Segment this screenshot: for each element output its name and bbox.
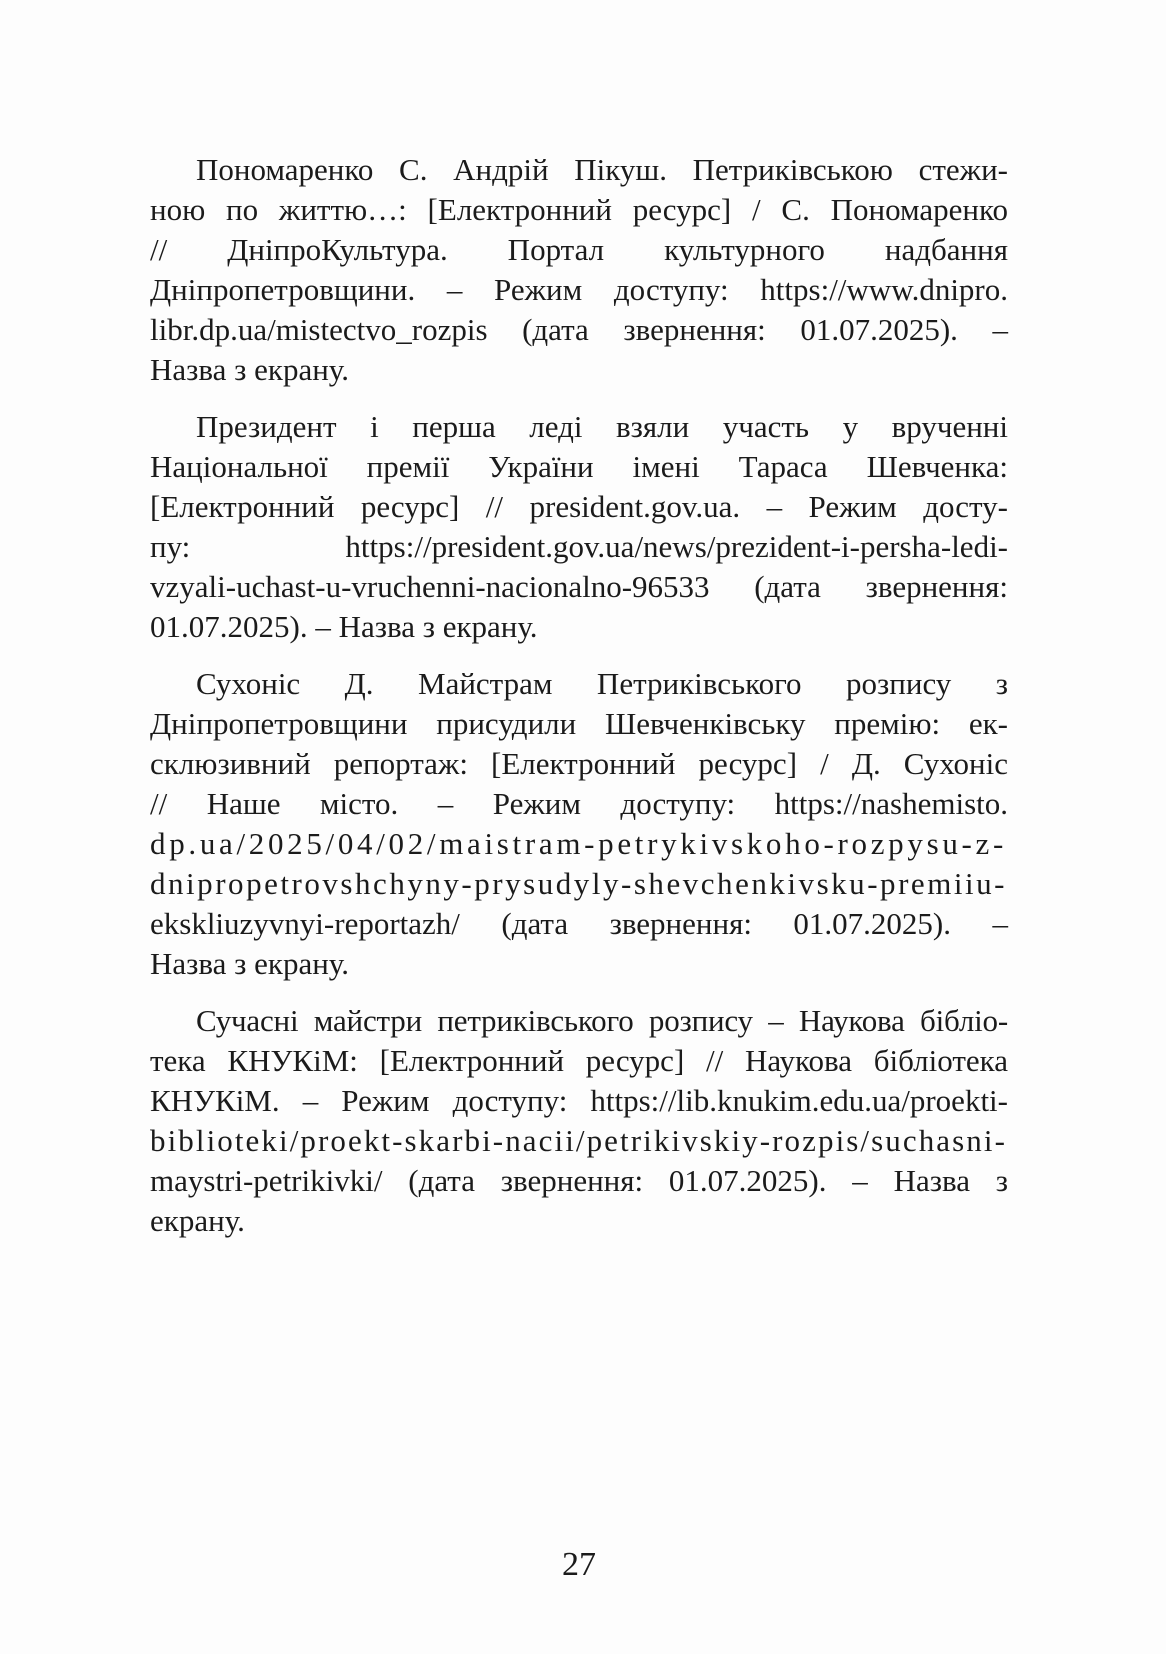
bibliography-entry-line: Сучасні майстри петриківського розпису – Наукова бібліо- [196, 1003, 1008, 1038]
bibliography-entry-line: 01.07.2025). – Назва з екрану. [150, 609, 538, 644]
bibliography-entry-line: maystri-petrikivki/ (дата звернення: 01.07.2025). – Назва з [150, 1163, 1008, 1198]
bibliography-entry-line: dnipropetrovshchyny-prysudyly-shevchenkivsku-premiiu- [150, 866, 1007, 901]
bibliography-entry [150, 150, 1008, 390]
bibliography-entry-line: Національної премії України імені Тараса Шевченка: [150, 449, 1008, 484]
bibliography-entry-line: Назва з екрану. [150, 946, 349, 981]
bibliography-entry [150, 407, 1008, 647]
bibliography-entry-line: пу: https://president.gov.ua/news/prezident-i-persha-ledi- [150, 529, 1008, 564]
bibliography-entry-line: КНУКіМ. – Режим доступу: https://lib.knukim.edu.ua/proekti- [150, 1083, 1008, 1118]
bibliography-entry-line: Дніпропетровщини присудили Шевченківську премію: ек- [150, 706, 1008, 741]
bibliography-entry-line: тека КНУКіМ: [Електронний ресурс] // Наукова бібліотека [150, 1043, 1008, 1078]
bibliography-entry-line: Сухоніс Д. Майстрам Петриківського розпису з [196, 666, 1008, 701]
bibliography-entry-line: екрану. [150, 1203, 245, 1238]
bibliography-entry-line: biblioteki/proekt-skarbi-nacii/petrikivskiy-rozpis/suchasni- [150, 1123, 1007, 1158]
bibliography-entry-line: Президент і перша леді взяли участь у врученні [196, 409, 1008, 444]
bibliography-entry-line: Пономаренко С. Андрій Пікуш. Петриківською стежи- [196, 152, 1008, 187]
bibliography-entry [150, 1001, 1008, 1241]
bibliography-entry-line: ною по життю…: [Електронний ресурс] / С. Пономаренко [150, 192, 1008, 227]
bibliography-entry-line: склюзивний репортаж: [Електронний ресурс] / Д. Сухоніс [150, 746, 1008, 781]
bibliography-entry-line: // ДніпроКультура. Портал культурного надбання [150, 232, 1008, 267]
bibliography-entry-line: ekskliuzyvnyi-reportazh/ (дата звернення: 01.07.2025). – [150, 906, 1008, 941]
bibliography-entry-line: vzyali-uchast-u-vruchenni-nacionalno-96533 (дата звернення: [150, 569, 1008, 604]
bibliography-entry-line: dp.ua/2025/04/02/maistram-petrykivskoho-rozpysu-z- [150, 826, 1007, 861]
bibliography-list [150, 150, 1008, 1258]
bibliography-entry-line: // Наше місто. – Режим доступу: https://nashemisto. [150, 786, 1008, 821]
bibliography-entry-line: libr.dp.ua/mistectvo_rozpis (дата звернення: 01.07.2025). – [150, 312, 1008, 347]
page-number: 27 [562, 1546, 596, 1583]
bibliography-entry-line: Дніпропетровщини. – Режим доступу: https://www.dnipro. [150, 272, 1008, 307]
bibliography-entry-line: Назва з екрану. [150, 352, 349, 387]
bibliography-entry-line: [Електронний ресурс] // president.gov.ua. – Режим досту- [150, 489, 1008, 524]
bibliography-entry [150, 664, 1008, 984]
